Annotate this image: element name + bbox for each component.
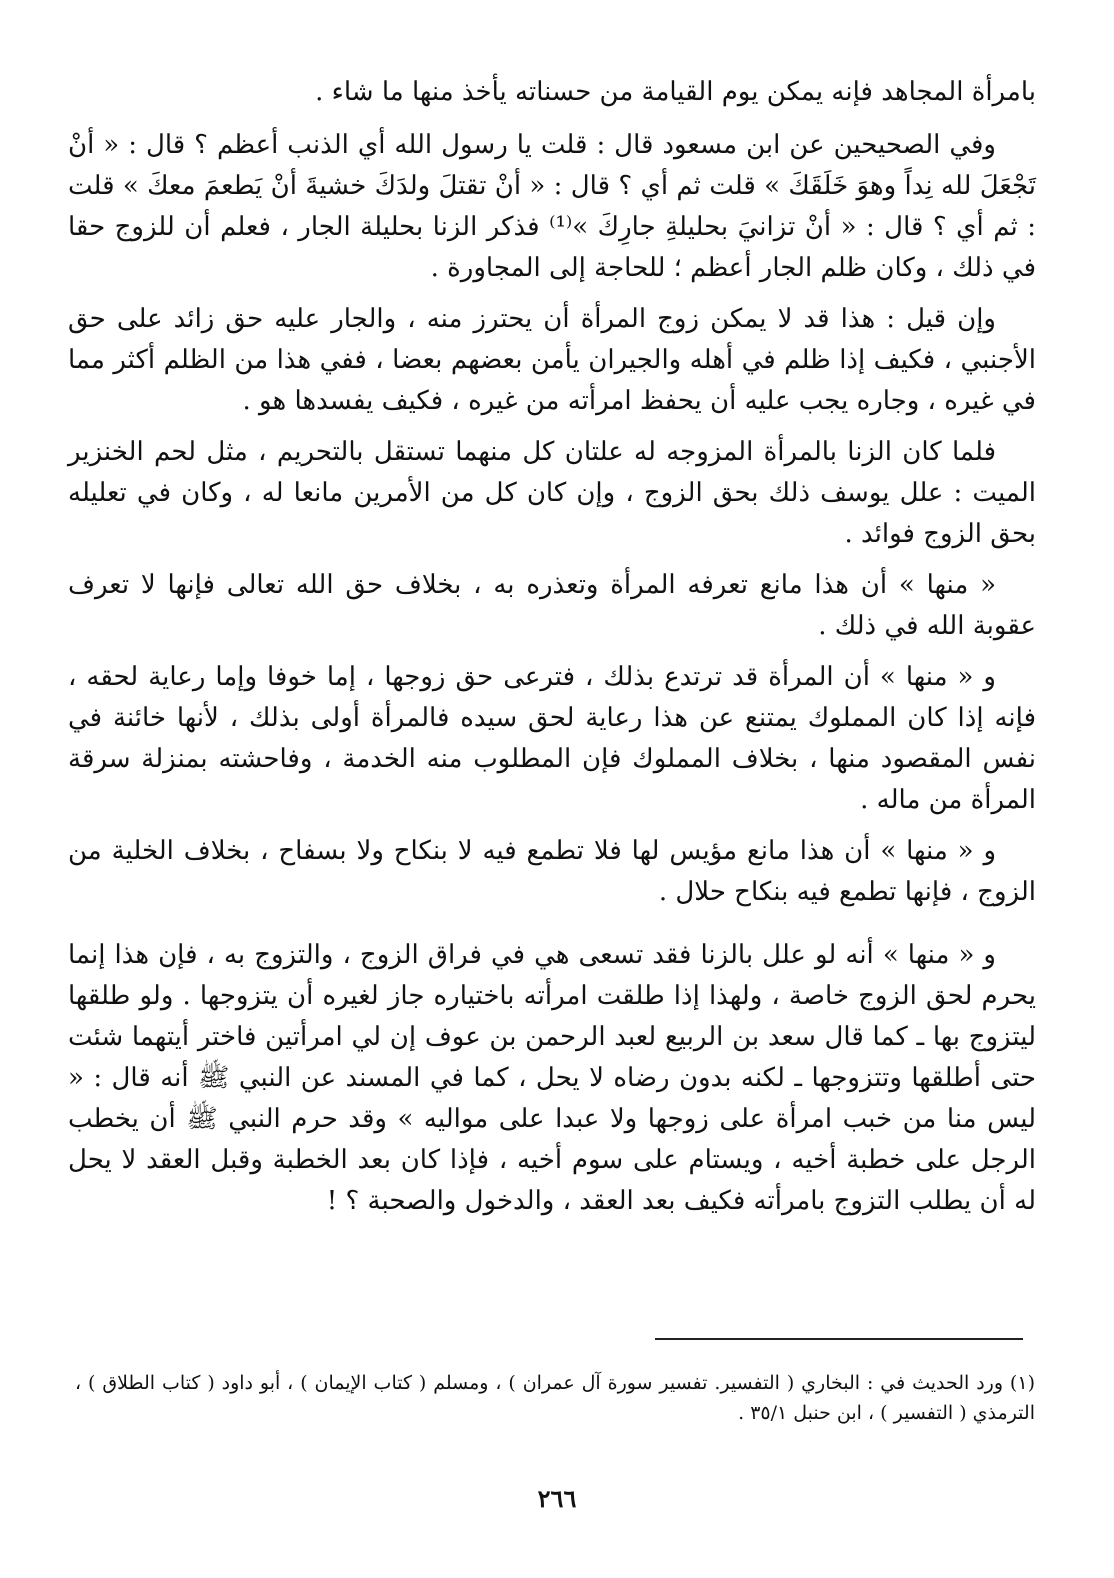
paragraph-text: « منها » أن هذا مانع تعرفه المرأة وتعذره به ، بخلاف حق الله تعالى فإنها لا تعرف عقوبة الله في ذلك . <box>68 570 1036 641</box>
paragraph-1 <box>68 125 1036 289</box>
paragraph-2 <box>68 299 1036 422</box>
paragraph-text: وإن قيل : هذا قد لا يمكن زوج المرأة أن يحترز منه ، والجار عليه حق زائد على حق الأجنبي ، فكيف إذا ظلم في أهله والجيران يأمن بعضهم بعضا ، ففي هذا من الظلم أكثر مما في غيره ، وجاره يجب عليه أن يحفظ امرأته من غيره ، فكيف يفسدها هو . <box>68 304 1036 416</box>
footnote: (١) ورد الحديث في : البخاري ( التفسير. تفسير سورة آل عمران ) ، ومسلم ( كتاب الإيمان ) ، أبو داود ( كتاب الطلاق ) ، الترمذي ( التفسير ) ، ابن حنبل ٣٥/١ . <box>75 1372 1035 1424</box>
paragraph-text: و « منها » أنه لو علل بالزنا فقد تسعى هي في فراق الزوج ، والتزوج به ، فإن هذا إنما يحرم لحق الزوج خاصة ، ولهذا إذا طلقت امرأته باختياره جاز لغيره أن يتزوجها . ولو طلقها ليتزوج بها ـ كما قال سعد بن الربيع لعبد الرحمن بن عوف إن لي امرأتين فاختر أيتهما شئت حتى أطلقها وتتزوجها ـ لكنه بدون رضاه لا يحل ، كما في المسند عن النبي ﷺ أنه قال : « ليس منا من خبب امرأة على زوجها ولا عبدا على مواليه » وقد حرم النبي ﷺ أن يخطب الرجل على خطبة أخيه ، ويستام على سوم أخيه ، فإذا كان بعد الخطبة وقبل العقد لا يحل له أن يطلب التزوج بامرأته فكيف بعد العقد ، والدخول والصحبة ؟ ! <box>68 940 1036 1216</box>
paragraph-5 <box>68 657 1036 821</box>
paragraph-text: فلما كان الزنا بالمرأة المزوجه له علتان كل منهما تستقل بالتحريم ، مثل لحم الخنزير الميت : علل يوسف ذلك بحق الزوج ، وإن كان كل من الأمرين مانعا له ، وكان في تعليله بحق الزوج فوائد . <box>68 437 1036 549</box>
page-number: ٢٦٦ <box>537 1484 577 1513</box>
paragraph-3 <box>68 432 1036 555</box>
paragraph-4 <box>68 565 1036 647</box>
document-body <box>68 72 1036 1232</box>
footnote-divider <box>655 1338 1023 1340</box>
paragraph-text: و « منها » أن المرأة قد ترتدع بذلك ، فترعى حق زوجها ، إما خوفا وإما رعاية لحقه ، فإنه إذا كان المملوك يمتنع عن هذا رعاية لحق سيده فالمرأة أولى بذلك ، لأنها خائنة في نفس المقصود منها ، بخلاف المملوك فإن المطلوب منه الخدمة ، وفاحشته بمنزلة سرقة المرأة من ماله . <box>68 662 1036 815</box>
paragraph-text: وفي الصحيحين عن ابن مسعود قال : قلت يا رسول الله أي الذنب أعظم ؟ قال : « أنْ تَجْعَلَ لله نِداً وهوَ خَلَقَكَ » قلت ثم أي ؟ قال : « أنْ تقتلَ ولدَكَ خشيةَ أنْ يَطعمَ معكَ » قلت : ثم أي ؟ قال : « أنْ تزانيَ بحليلةِ جارِكَ »⁽¹⁾ فذكر الزنا بحليلة الجار ، فعلم أن للزوج حقا في ذلك ، وكان ظلم الجار أعظم ؛ للحاجة إلى المجاورة . <box>68 130 1036 283</box>
paragraph-6 <box>68 831 1036 913</box>
paragraph-text: و « منها » أن هذا مانع مؤيس لها فلا تطمع فيه لا بنكاح ولا بسفاح ، بخلاف الخلية من الزوج ، فإنها تطمع فيه بنكاح حلال . <box>68 836 1036 907</box>
opening-line: بامرأة المجاهد فإنه يمكن يوم القيامة من حسناته يأخذ منها ما شاء . <box>315 77 1036 107</box>
paragraph-7 <box>68 935 1036 1222</box>
